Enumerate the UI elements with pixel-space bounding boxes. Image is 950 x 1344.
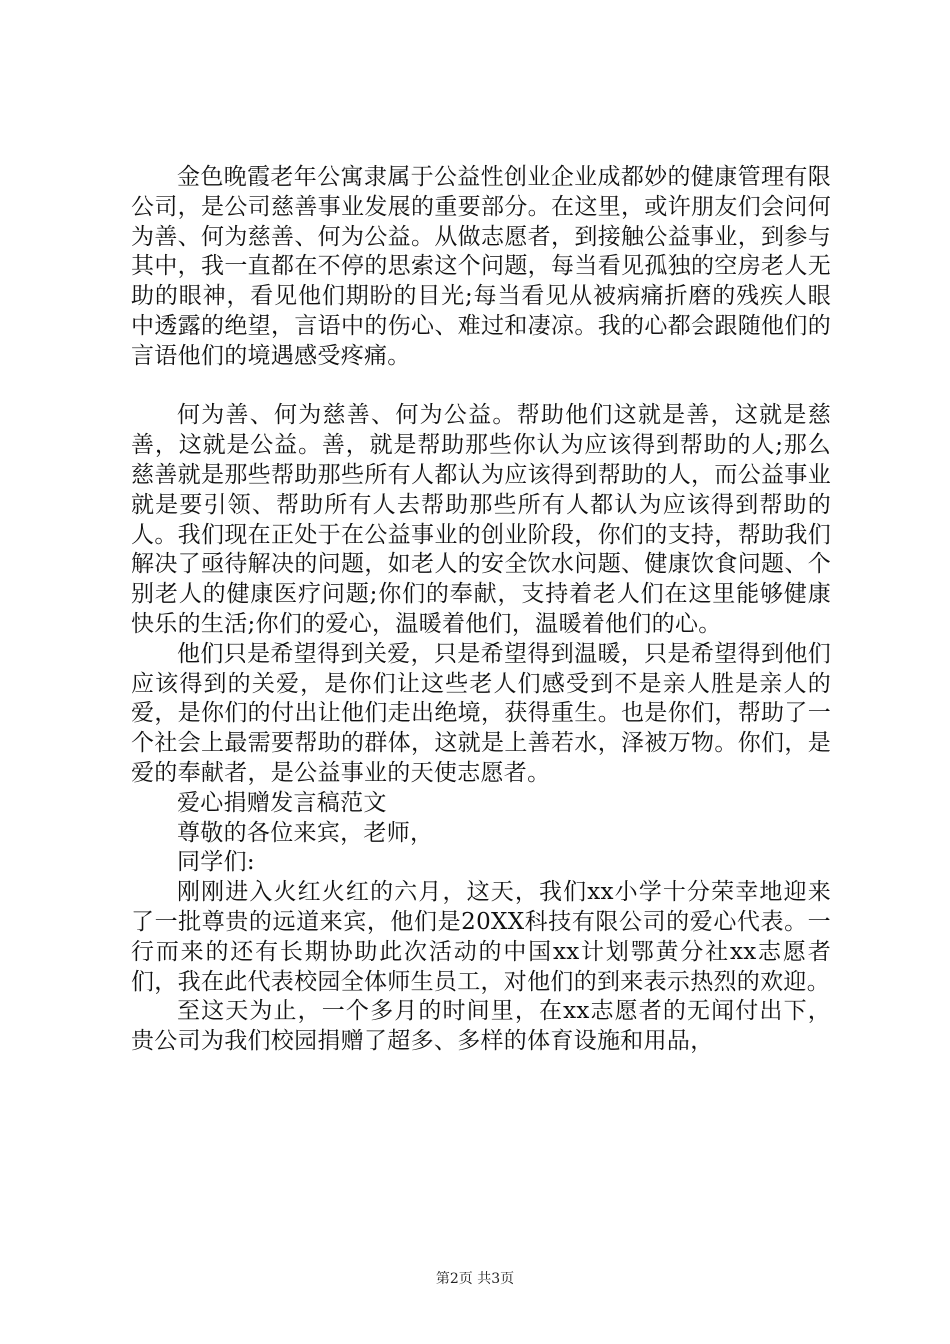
paragraph-2: 何为善、何为慈善、何为公益。帮助他们这就是善，这就是慈善，这就是公益。善，就是帮助那些你认为应该得到帮助的人;那么慈善就是那些帮助那些所有人都认为应该得到帮助的人，而公益事业就是要引领、帮助所有人去帮助那些所有人都认为应该得到帮助的人。我们现在正处于在公益事业的创业阶段，你们的支持，帮助我们解决了亟待解决的问题，如老人的安全饮水问题、健康饮食问题、个别老人的健康医疗问题;你们的奉献，支持着老人们在这里能够健康快乐的生活;你们的爱心，温暖着他们，温暖着他们的心。 xyxy=(131,402,831,637)
document-body xyxy=(131,163,831,1057)
section-title: 爱心捐赠发言稿范文 xyxy=(177,789,387,816)
paragraph-5: 至这天为止，一个多月的时间里，在xx志愿者的无闻付出下，贵公司为我们校园捐赠了超多、多样的体育设施和用品， xyxy=(131,998,831,1055)
salutation-continued: 同学们: xyxy=(177,849,255,876)
page-number-footer: 第2页 共3页 xyxy=(435,1271,515,1287)
salutation: 尊敬的各位来宾，老师， xyxy=(177,819,434,846)
paragraph-3: 他们只是希望得到关爱，只是希望得到温暖，只是希望得到他们应该得到的关爱，是你们让这些老人们感受到不是亲人胜是亲人的爱，是你们的付出让他们走出绝境，获得重生。也是你们，帮助了一个社会上最需要帮助的群体，这就是上善若水，泽被万物。你们，是爱的奉献者，是公益事业的天使志愿者。 xyxy=(131,640,831,786)
paragraph-4: 刚刚进入火红火红的六月，这天，我们xx小学十分荣幸地迎来了一批尊贵的远道来宾，他们是20XX科技有限公司的爱心代表。一行而来的还有长期协助此次活动的中国xx计划鄂黄分社xx志愿者们，我在此代表校园全体师生员工，对他们的到来表示热烈的欢迎。 xyxy=(131,879,831,995)
paragraph-1: 金色晚霞老年公寓隶属于公益性创业企业成都妙的健康管理有限公司，是公司慈善事业发展的重要部分。在这里，或许朋友们会问何为善、何为慈善、何为公益。从做志愿者，到接触公益事业，到参与其中，我一直都在不停的思索这个问题，每当看见孤独的空房老人无助的眼神，看见他们期盼的目光;每当看见从被病痛折磨的残疾人眼中透露的绝望，言语中的伤心、难过和凄凉。我的心都会跟随他们的言语他们的境遇感受疼痛。 xyxy=(131,164,831,369)
